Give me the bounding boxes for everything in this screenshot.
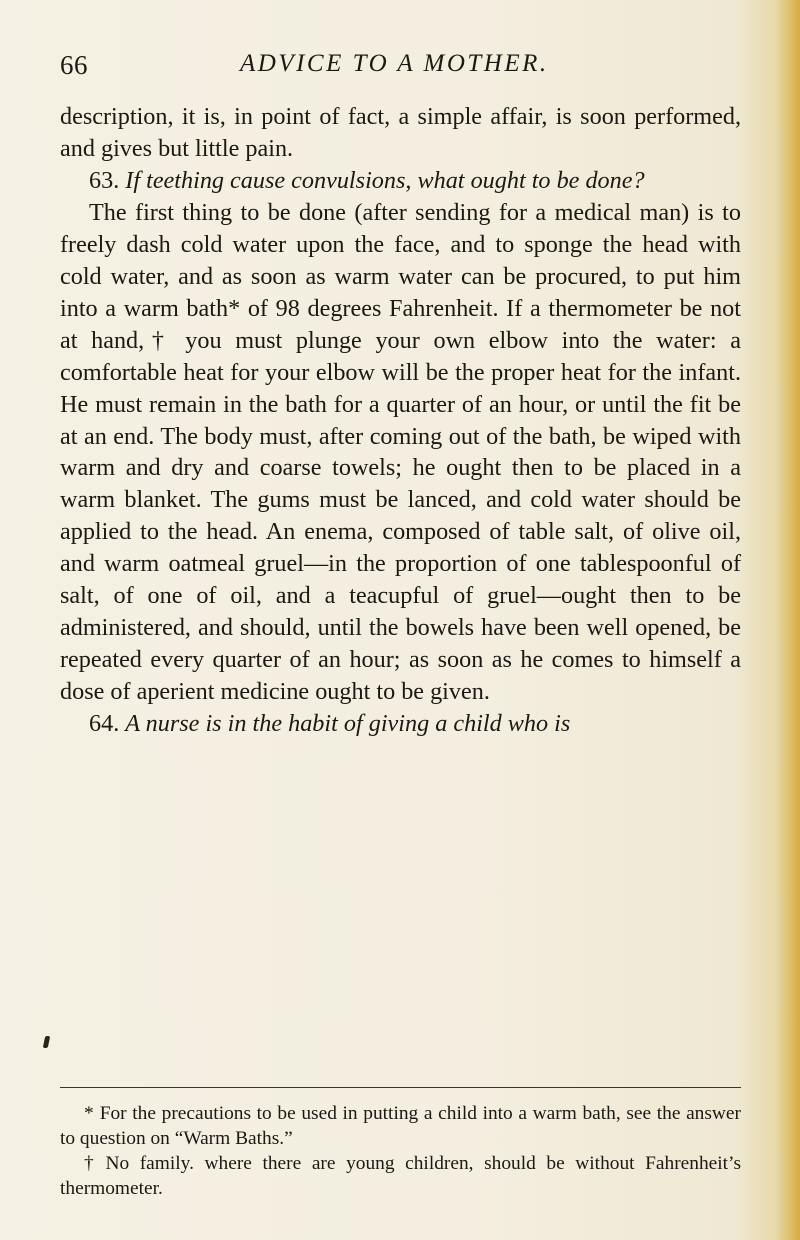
footnote-mark: *	[84, 1103, 94, 1124]
paragraph-continued: description, it is, in point of fact, a simple affair, is soon performed, and gives but little pain.	[60, 103, 741, 162]
question-number: 63.	[89, 166, 120, 194]
question-number: 64.	[89, 710, 120, 738]
footnote	[60, 1151, 741, 1201]
question-64	[60, 708, 741, 740]
answer-63: The first thing to be done (after sending for a medical man) is to freely dash cold water upon the face, and to sponge the head with cold water, and as soon as warm water can be procured, to put him into a warm bath* of 98 degrees Fahrenheit. If a thermometer be not at hand,† you must plunge your own elbow into the water: a comfortable heat for your elbow will be the proper heat for the infant. He must remain in the bath for a quarter of an hour, or until the fit be at an end. The body must, after coming out of the bath, be wiped with warm and dry and coarse towels; he ought then to be placed in a warm blanket. The gums must be lanced, and cold water should be applied to the head. An enema, composed of table salt, of olive oil, and warm oatmeal gruel—in the proportion of one tablespoonful of salt, of one of oil, and a teacupful of gruel—ought then to be administered, and should, until the bowels have been well opened, be repeated every quarter of an hour; as soon as he comes to himself a dose of aperient medicine ought to be given.	[60, 198, 741, 706]
footnote	[60, 1101, 741, 1151]
question-text: A nurse is in the habit of giving a child who is	[125, 710, 571, 738]
footnote-mark: †	[84, 1153, 100, 1174]
running-head: ADVICE TO A MOTHER.	[240, 50, 549, 77]
body-text	[60, 101, 741, 740]
page-header	[60, 50, 740, 90]
footnote-rule	[60, 1087, 741, 1088]
question-63	[60, 165, 741, 197]
footnotes	[60, 1101, 741, 1201]
page-edge-shading	[778, 0, 800, 1240]
footnote-text: For the precautions to be used in putting a child into a warm bath, see the answer to question on “Warm Baths.”	[60, 1103, 741, 1149]
question-text: If teething cause convulsions, what ought to be done?	[125, 166, 645, 194]
margin-mark	[43, 1036, 51, 1048]
footnote-text: No family. where there are young children, should be without Fahrenheit’s thermometer.	[60, 1153, 741, 1199]
page-number: 66	[60, 50, 88, 80]
